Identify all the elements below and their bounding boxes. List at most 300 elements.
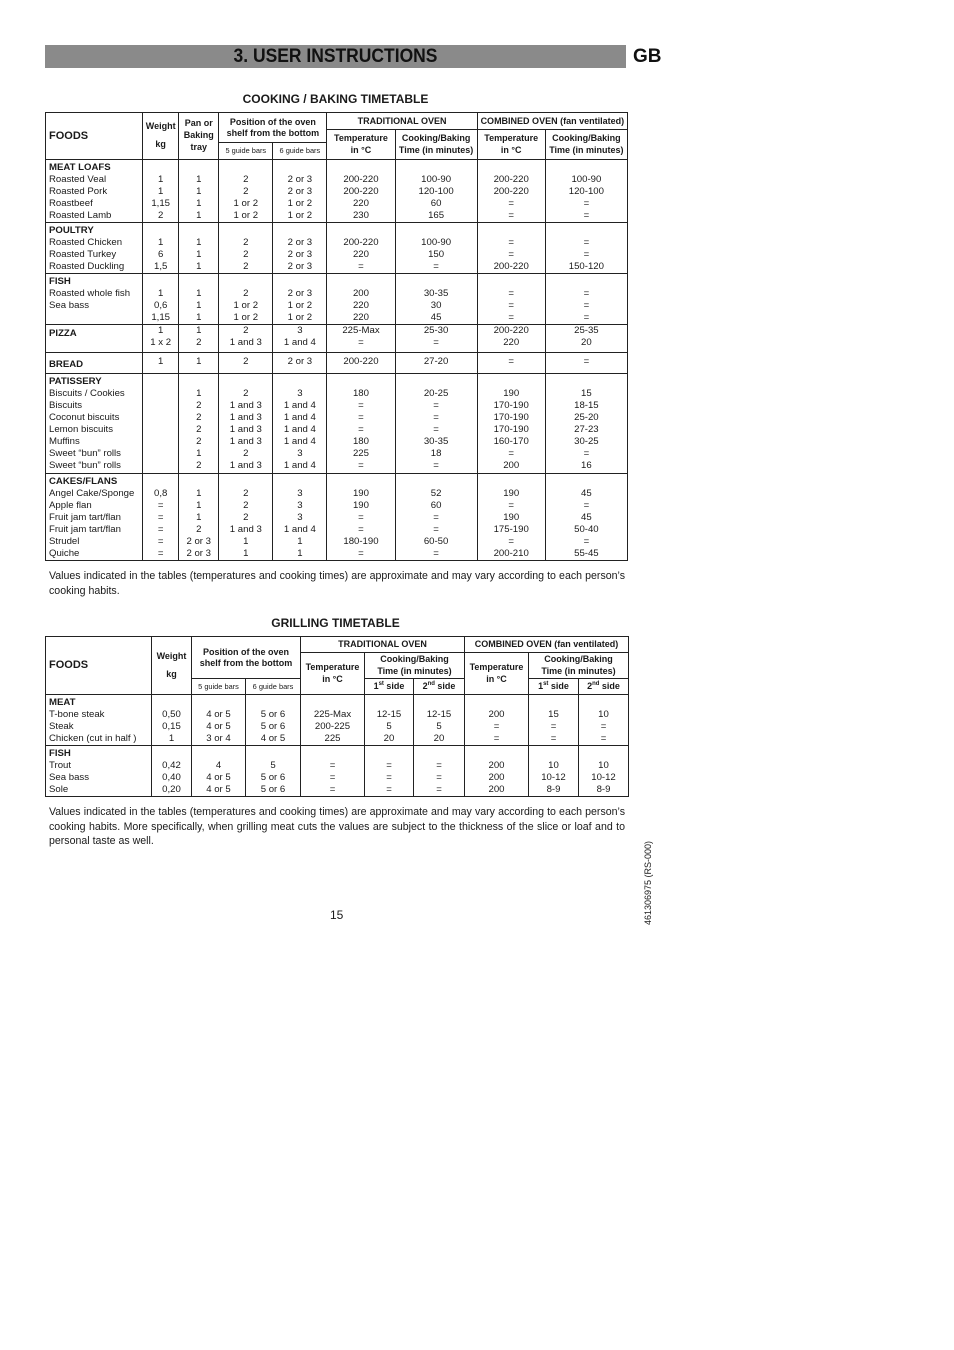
food-category: POULTRY [49,225,94,236]
grill-trad-temp-cell [301,746,365,797]
grill-weight-cell-value: 0,50 [162,709,181,720]
comb-temp-cell-value: 200-220 [493,261,529,272]
tray-cell-value: 1 [196,237,202,248]
comb-temp-cell-value: 175-190 [493,524,529,535]
grill-comb-temperature-header: Temperature in °C [465,653,529,695]
tray-cell-value: 1 [196,174,202,185]
food-name: T-bone steak [49,709,105,720]
guide6-cell [273,160,327,223]
food-name: Biscuits / Cookies [49,388,125,399]
trad-time-cell-value: = [433,261,439,272]
tray-cell [179,325,219,353]
grill-weight-header: Weight kg [152,637,192,695]
tray-cell [179,374,219,474]
tray-cell-value: 2 [196,424,202,435]
tray-header: Pan or Baking tray [179,113,219,160]
food-list [46,274,143,325]
tray-cell-value: 1 [196,312,202,323]
guide6-cell-value: 1 or 2 [287,300,313,311]
trad-temp-cell-value: = [358,261,364,272]
weight-cell-value: 6 [158,249,164,260]
comb-time-cell [545,274,627,325]
trad-time-cell-value: 25-30 [423,325,449,336]
comb-time-cell-value: 16 [581,460,592,471]
comb-temp-cell [477,223,545,274]
grill-combined-oven-header: COMBINED OVEN (fan ventilated) [465,637,629,653]
tray-cell-value: 1 [196,325,202,336]
comb-temp-cell-value: 190 [503,388,520,399]
food-category: FISH [49,276,71,287]
comb-temp-cell-value: 200-220 [493,325,529,336]
grill-weight-cell [152,746,192,797]
trad-temp-cell [327,353,395,374]
food-name: Strudel [49,536,80,547]
tray-cell-value: 2 [196,524,202,535]
cooking-timetable [45,112,628,561]
guide5-cell-value: 2 [243,261,249,272]
grill-comb-side1-cell-value: 8-9 [546,784,561,795]
grill-trad-temperature-header: Temperature in °C [301,653,365,695]
grilling-note: Values indicated in the tables (temperatures and cooking times) are approximate and may vary according to each person’s cooking habits. More specifically, when grilling meat cuts the values are subject to the thickness of the slice or loaf and to personal taste as well. [49,806,625,847]
trad-side2-header: 2nd side [414,679,465,695]
tray-cell-value: 1 [196,500,202,511]
guide5-cell-value: 2 [243,388,249,399]
trad-time-cell-value: 150 [428,249,445,260]
comb-temp-cell-value: = [508,210,515,221]
comb-temp-cell-value: 200-220 [493,174,529,185]
traditional-oven-header: TRADITIONAL OVEN [327,113,477,130]
trad-time-cell-value: = [433,548,439,559]
guide6-cell-value: 1 and 4 [283,337,316,348]
trad-temp-cell-value: 200 [352,288,369,299]
grill-trad-side2-cell [414,746,465,797]
trad-temp-cell-value: = [358,337,364,348]
comb-time-cell-value: = [583,237,590,248]
grill-guide5-cell-value: 4 or 5 [206,784,231,795]
trad-temp-cell-value: = [358,548,364,559]
comb-temp-cell [477,353,545,374]
guide6-cell-value: 3 [297,488,303,499]
comb-temp-cell-value: 170-190 [493,424,529,435]
grill-trad-side1-cell [365,695,414,746]
food-category: PATISSERY [49,376,102,387]
tray-cell-value: 1 [196,249,202,260]
trad-time-cell-value: 60-50 [423,536,449,547]
trad-temp-cell [327,274,395,325]
guide6-cell-value: 1 or 2 [287,198,313,209]
weight-cell-value: = [157,500,164,511]
guide6-cell-value: 1 and 4 [283,436,316,447]
weight-cell-value: 0,8 [154,488,168,499]
comb-temp-cell-value: 200-210 [493,548,529,559]
food-list [46,325,143,353]
grill-comb-time-header: Cooking/Baking Time (in minutes) [529,653,629,679]
grill-shelf-position-header: Position of the oven shelf from the bottom [192,637,301,679]
table-row [46,374,628,474]
guide5-cell-value: 2 [243,186,249,197]
comb-time-cell-value: = [583,448,590,459]
comb-time-cell [545,474,627,561]
grill-weight-cell-value: 0,40 [162,772,181,783]
tray-cell-value: 1 [196,186,202,197]
food-list [46,353,143,374]
grill-trad-temp-cell-value: = [329,760,336,771]
tray-cell-value: 1 [196,448,202,459]
grill-comb-side2-cell-value: 8-9 [596,784,611,795]
tray-cell-value: 2 or 3 [186,536,211,547]
grill-guide5-header: 5 guide bars [192,679,246,695]
guide5-cell-value: 2 [243,325,249,336]
weight-header: Weight kg [143,113,179,160]
comb-time-cell [545,374,627,474]
trad-temp-cell-value: = [358,424,364,435]
food-name: Sweet “bun” rolls [49,448,121,459]
comb-time-cell-value: 45 [581,512,592,523]
grill-comb-side1-cell-value: = [550,721,557,732]
guide6-cell-value: 2 or 3 [287,186,313,197]
guide5-cell-value: 2 [243,448,249,459]
food-name: Roasted Turkey [49,249,117,260]
comb-temp-cell-value: = [508,312,515,323]
trad-temp-cell-value: 200-220 [343,174,379,185]
guide5-cell [219,474,273,561]
grill-trad-side2-cell-value: 5 [436,721,442,732]
guide6-cell-value: 1 and 4 [283,524,316,535]
grill-comb-temp-cell-value: = [493,733,500,744]
comb-temp-cell [477,325,545,353]
comb-temp-cell-value: 160-170 [493,436,529,447]
comb-time-cell-value: 100-90 [571,174,602,185]
grill-trad-side1-cell-value: = [386,784,392,795]
tray-cell [179,353,219,374]
food-name: Steak [49,721,74,732]
guide6-cell [273,223,327,274]
comb-time-cell-value: 18-15 [574,400,599,411]
page-title: 3. USER INSTRUCTIONS [233,46,438,67]
food-name: Angel Cake/Sponge [49,488,135,499]
guide6-cell [273,474,327,561]
guide5-cell-value: 1 and 3 [229,524,262,535]
trad-temp-cell [327,160,395,223]
guide6-cell-value: 1 or 2 [287,312,313,323]
grill-weight-cell-value: 0,42 [162,760,181,771]
trad-temp-cell-value: 220 [352,300,369,311]
food-name: Quiche [49,548,80,559]
comb-time-cell [545,223,627,274]
trad-temp-cell-value: 200-220 [343,186,379,197]
guide6-cell-value: 1 and 4 [283,400,316,411]
grill-guide5-cell-value: 4 or 5 [206,772,231,783]
guide5-cell-value: 1 or 2 [233,312,259,323]
comb-side1-header: 1st side [529,679,579,695]
guide5-cell [219,223,273,274]
comb-temp-cell-value: = [508,448,515,459]
grill-weight-cell-value: 0,20 [162,784,181,795]
table-row [46,474,628,561]
comb-time-cell-value: 15 [581,388,592,399]
grilling-table-title: GRILLING TIMETABLE [271,616,400,630]
table-row [46,223,628,274]
guide5-cell-value: 1 and 3 [229,436,262,447]
trad-temperature-header: Temperature in °C [327,130,395,160]
trad-time-cell-value: = [433,524,439,535]
guide5-cell-value: 1 [243,536,249,547]
trad-time-cell-value: 60 [430,198,442,209]
tray-cell-value: 1 [196,288,202,299]
comb-temp-cell-value: 220 [503,337,520,348]
trad-temp-cell-value: 180 [352,436,369,447]
food-category: MEAT [49,697,76,708]
food-category: CAKES/FLANS [49,476,118,487]
food-list [46,223,143,274]
trad-time-cell-value: 30-35 [423,436,449,447]
guide5-cell-value: 1 and 3 [229,337,262,348]
weight-cell [143,274,179,325]
comb-temp-cell-value: = [508,237,515,248]
table-row [46,325,628,353]
food-name: Sea bass [49,300,90,311]
weight-cell-value: = [157,536,164,547]
trad-temp-cell-value: 200-220 [343,356,379,367]
trad-time-cell-value: 30 [430,300,442,311]
grilling-timetable [45,636,629,797]
food-name: Roastbeef [49,198,93,209]
comb-temp-cell-value: = [508,288,515,299]
trad-temp-cell-value: = [358,400,364,411]
food-name: Trout [49,760,72,771]
tray-cell-value: 1 [196,300,202,311]
guide5-cell-value: 1 or 2 [233,210,259,221]
comb-time-cell-value: 25-35 [574,325,599,336]
grill-weight-cell [152,695,192,746]
trad-time-cell [395,325,477,353]
food-name: Roasted Duckling [49,261,125,272]
comb-time-cell-value: 20 [581,337,592,348]
food-name: Roasted Pork [49,186,108,197]
weight-cell-value: 1 [158,288,164,299]
trad-temp-cell-value: 220 [352,312,369,323]
grill-trad-temp-cell-value: 200-225 [314,721,351,732]
trad-time-cell-value: = [433,412,439,423]
guide6-cell-value: 1 and 4 [283,412,316,423]
guide5-cell-value: 2 [243,249,249,260]
guide6-cell [273,374,327,474]
grill-trad-time-header: Cooking/Baking Time (in minutes) [365,653,465,679]
grill-comb-side2-cell [579,695,629,746]
guide6-cell-value: 2 or 3 [287,288,313,299]
comb-time-header: Cooking/Baking Time (in minutes) [545,130,627,160]
guide5-cell-value: 1 [243,548,249,559]
grill-comb-side2-cell-value: 10 [598,709,609,720]
food-name: Coconut biscuits [49,412,120,423]
comb-temp-cell-value: 200 [503,460,520,471]
tray-cell-value: 1 [196,198,202,209]
trad-time-cell-value: 30-35 [423,288,449,299]
weight-cell [143,374,179,474]
trad-time-cell [395,160,477,223]
grill-comb-temp-cell-value: = [493,721,500,732]
trad-temp-cell-value: 180-190 [343,536,379,547]
weight-cell-value: 1 [158,237,164,248]
grill-trad-side2-cell-value: = [436,772,442,783]
weight-cell [143,353,179,374]
grill-comb-side2-cell-value: = [600,733,607,744]
weight-cell-value: 2 [158,210,164,221]
guide6-cell-value: 1 [297,548,303,559]
weight-cell-value: 1,15 [151,312,171,323]
guide5-cell-value: 2 [243,356,249,367]
trad-time-cell-value: 120-100 [418,186,454,197]
grill-guide5-cell [192,695,246,746]
weight-cell-value: 0,6 [154,300,168,311]
grill-comb-side1-cell [529,695,579,746]
grill-comb-temp-cell [465,695,529,746]
trad-temp-cell-value: 225-Max [342,325,380,336]
food-category: MEAT LOAFS [49,162,111,173]
food-name: Sweet “bun” rolls [49,460,121,471]
food-category: BREAD [49,359,84,370]
grill-trad-temp-cell-value: = [329,772,336,783]
comb-time-cell-value: = [583,210,590,221]
grill-trad-side2-cell-value: 20 [433,733,445,744]
comb-time-cell-value: 45 [581,488,592,499]
grill-guide6-cell-value: 5 [270,760,276,771]
trad-time-cell-value: 100-90 [421,237,452,248]
guide6-cell-value: 1 [297,536,303,547]
food-name: Sea bass [49,772,90,783]
grill-comb-side1-cell-value: 10 [548,760,559,771]
guide5-cell [219,274,273,325]
guide6-header: 6 guide bars [273,143,327,160]
trad-time-cell-value: = [433,337,439,348]
tray-cell-value: 1 [196,261,202,272]
guide6-cell-value: 1 and 4 [283,424,316,435]
weight-cell-value: 1,5 [154,261,168,272]
weight-cell-value: = [157,548,164,559]
comb-time-cell-value: 30-25 [574,436,599,447]
grill-guide6-cell [246,746,301,797]
guide5-cell-value: 2 [243,288,249,299]
table-row [46,353,628,374]
food-name: Roasted Lamb [49,210,112,221]
grill-guide5-cell-value: 4 [215,760,222,771]
tray-cell [179,223,219,274]
comb-time-cell-value: = [583,288,590,299]
grill-guide6-cell-value: 4 or 5 [260,733,286,744]
comb-time-cell-value: 150-120 [568,261,604,272]
grill-guide5-cell-value: 4 or 5 [206,721,231,732]
grill-trad-temp-cell-value: = [329,784,336,795]
grill-guide6-cell-value: 5 or 6 [260,721,286,732]
guide6-cell [273,325,327,353]
grill-comb-temp-cell-value: 200 [488,784,505,795]
weight-cell [143,474,179,561]
trad-time-cell [395,474,477,561]
grill-comb-side2-cell-value: 10-12 [591,772,616,783]
food-name: Roasted Chicken [49,237,123,248]
comb-temp-cell [477,374,545,474]
trad-side1-header: 1st side [365,679,414,695]
trad-time-cell-value: 52 [430,488,442,499]
weight-cell [143,223,179,274]
tray-cell [179,474,219,561]
grill-comb-temp-cell-value: 200 [488,772,505,783]
grill-trad-side2-cell-value: = [436,760,442,771]
guide5-cell-value: 1 and 3 [229,400,262,411]
grill-comb-side2-cell-value: 10 [598,760,609,771]
comb-temp-cell-value: = [508,500,515,511]
tray-cell [179,160,219,223]
guide6-cell-value: 2 or 3 [287,174,313,185]
guide6-cell-value: 3 [297,512,303,523]
food-list [46,474,143,561]
table-row [46,695,629,746]
grill-comb-temp-cell-value: 200 [488,709,505,720]
trad-temp-cell [327,374,395,474]
tray-cell-value: 2 [196,460,202,471]
food-name: Lemon biscuits [49,424,113,435]
cooking-note: Values indicated in the tables (temperatures and cooking times) are approximate and may vary according to each person’s cooking habits. [49,570,625,597]
comb-time-cell-value: 120-100 [568,186,604,197]
comb-time-cell-value: = [583,300,590,311]
trad-temp-cell-value: = [358,412,364,423]
tray-cell-value: 1 [196,388,202,399]
comb-time-cell-value: = [583,249,590,260]
grill-trad-side1-cell-value: = [386,772,392,783]
trad-time-cell-value: = [433,460,439,471]
weight-cell-value: 1 x 2 [150,337,172,348]
title-bar [45,45,626,68]
guide5-cell-value: 2 [243,237,249,248]
tray-cell-value: 2 [196,400,202,411]
combined-oven-header: COMBINED OVEN (fan ventilated) [477,113,627,130]
trad-temp-cell-value: = [358,524,364,535]
comb-time-cell-value: = [583,312,590,323]
comb-time-cell [545,325,627,353]
guide5-cell [219,325,273,353]
weight-cell [143,160,179,223]
trad-temp-cell-value: 225 [352,448,369,459]
grill-trad-temp-cell-value: 225 [324,733,341,744]
comb-time-cell-value: = [583,356,590,367]
grill-comb-side1-cell [529,746,579,797]
grill-guide6-cell [246,695,301,746]
food-name: Roasted whole fish [49,288,131,299]
table-row [46,274,628,325]
grill-comb-side1-cell-value: = [550,733,557,744]
guide6-cell-value: 3 [297,448,303,459]
grill-trad-side2-cell-value: = [436,784,442,795]
guide6-cell-value: 3 [297,388,303,399]
food-category: FISH [49,748,71,759]
trad-time-cell-value: 60 [430,500,442,511]
page-number: 15 [330,908,344,922]
shelf-position-header: Position of the oven shelf from the bottom [219,113,327,143]
trad-time-cell [395,353,477,374]
food-name: Apple flan [49,500,92,511]
grill-trad-side2-cell [414,695,465,746]
trad-temp-cell [327,325,395,353]
food-list [46,746,152,797]
weight-cell-value: 1 [158,356,164,367]
guide5-cell-value: 1 or 2 [233,198,259,209]
trad-time-cell-value: = [433,400,439,411]
grill-trad-temp-cell [301,695,365,746]
guide6-cell-value: 2 or 3 [287,356,313,367]
trad-time-cell-value: 18 [430,448,442,459]
tray-cell-value: 2 [196,436,202,447]
weight-cell-value: = [157,524,164,535]
